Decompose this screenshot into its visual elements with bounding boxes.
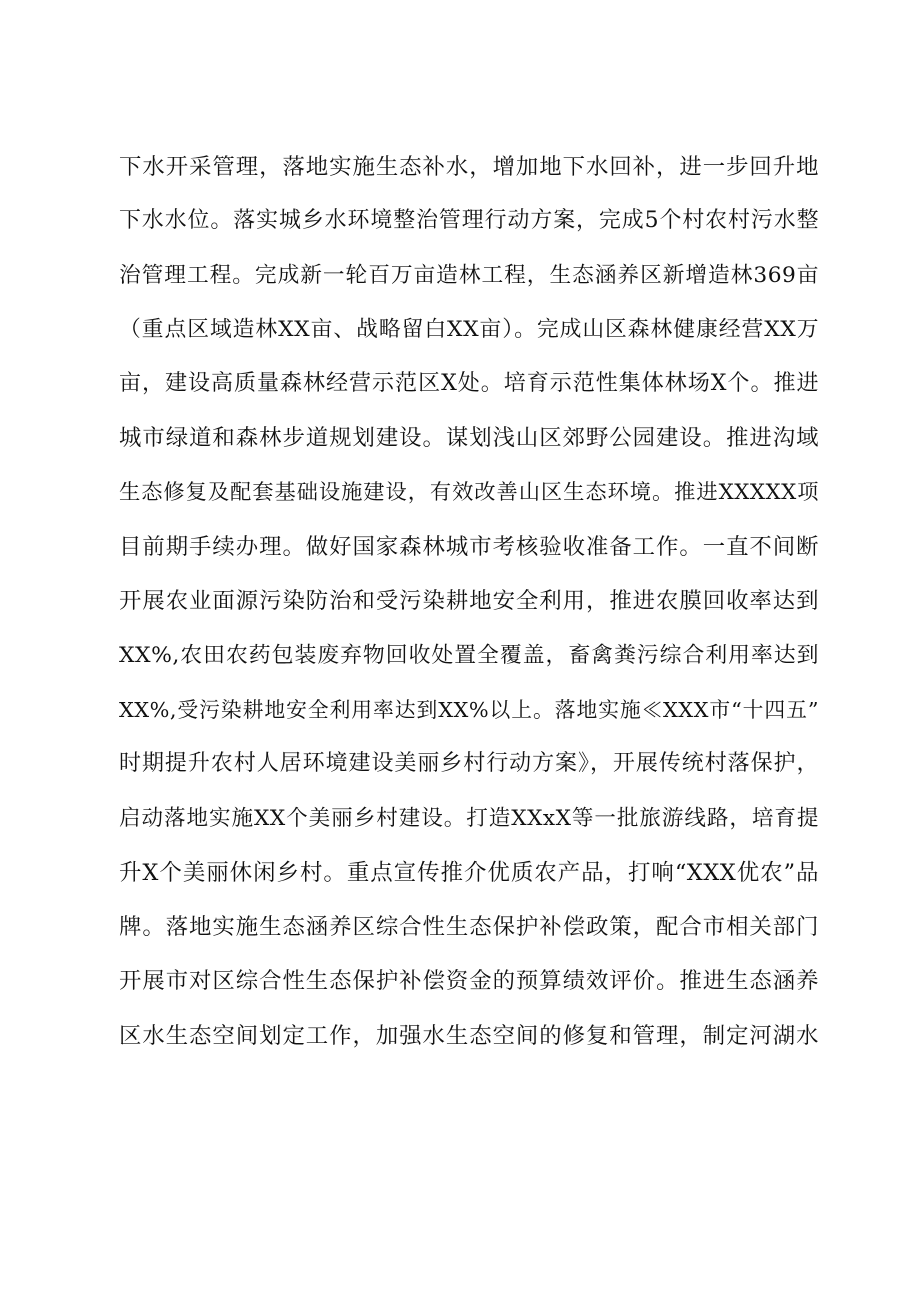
text-line: 启动落地实施XX个美丽乡村建设。打造XXxX等一批旅游线路，培育提 bbox=[119, 805, 819, 831]
text-line: 亩，建设高质量森林经营示范区X处。培育示范性集体林场X个。推进 bbox=[119, 371, 819, 397]
text-line: 生态修复及配套基础设施建设，有效改善山区生态环境。推进XXXXX项 bbox=[119, 479, 819, 505]
text-line: 开展市对区综合性生态保护补偿资金的预算绩效评价。推进生态涵养 bbox=[119, 968, 819, 995]
text-line: 下水开采管理，落地实施生态补水，增加地下水回补，进一步回升地 bbox=[119, 154, 819, 180]
text-line: 治管理工程。完成新一轮百万亩造林工程，生态涵养区新增造林369亩 bbox=[119, 262, 819, 288]
text-line: 牌。落地实施生态涵养区综合性生态保护补偿政策，配合市相关部门 bbox=[119, 914, 819, 941]
text-line: （重点区域造林XX亩、战略留白XX亩）。完成山区森林健康经营XX万 bbox=[119, 316, 819, 342]
text-line: 目前期手续办理。做好国家森林城市考核验收准备工作。一直不间断 bbox=[119, 534, 819, 561]
text-line: 区水生态空间划定工作，加强水生态空间的修复和管理，制定河湖水 bbox=[119, 1022, 819, 1049]
text-line: 时期提升农村人居环境建设美丽乡村行动方案》，开展传统村落保护， bbox=[119, 751, 819, 777]
text-line: 城市绿道和森林步道规划建设。谋划浅山区郊野公园建设。推进沟域 bbox=[119, 425, 819, 452]
text-line: 开展农业面源污染防治和受污染耕地安全利用，推进农膜回收率达到 bbox=[119, 588, 819, 615]
text-line: XX%,农田农药包装废弃物回收处置全覆盖，畜禽粪污综合利用率达到 bbox=[119, 642, 819, 668]
text-line: XX%,受污染耕地安全利用率达到XX%以上。落地实施≪XXX市“十四五” bbox=[119, 697, 819, 722]
body-text bbox=[119, 140, 819, 1063]
text-line: 升X个美丽休闲乡村。重点宣传推介优质农产品，打响“XXX优农”品 bbox=[119, 859, 819, 886]
text-line: 下水水位。落实城乡水环境整治管理行动方案，完成5个村农村污水整 bbox=[119, 208, 819, 234]
